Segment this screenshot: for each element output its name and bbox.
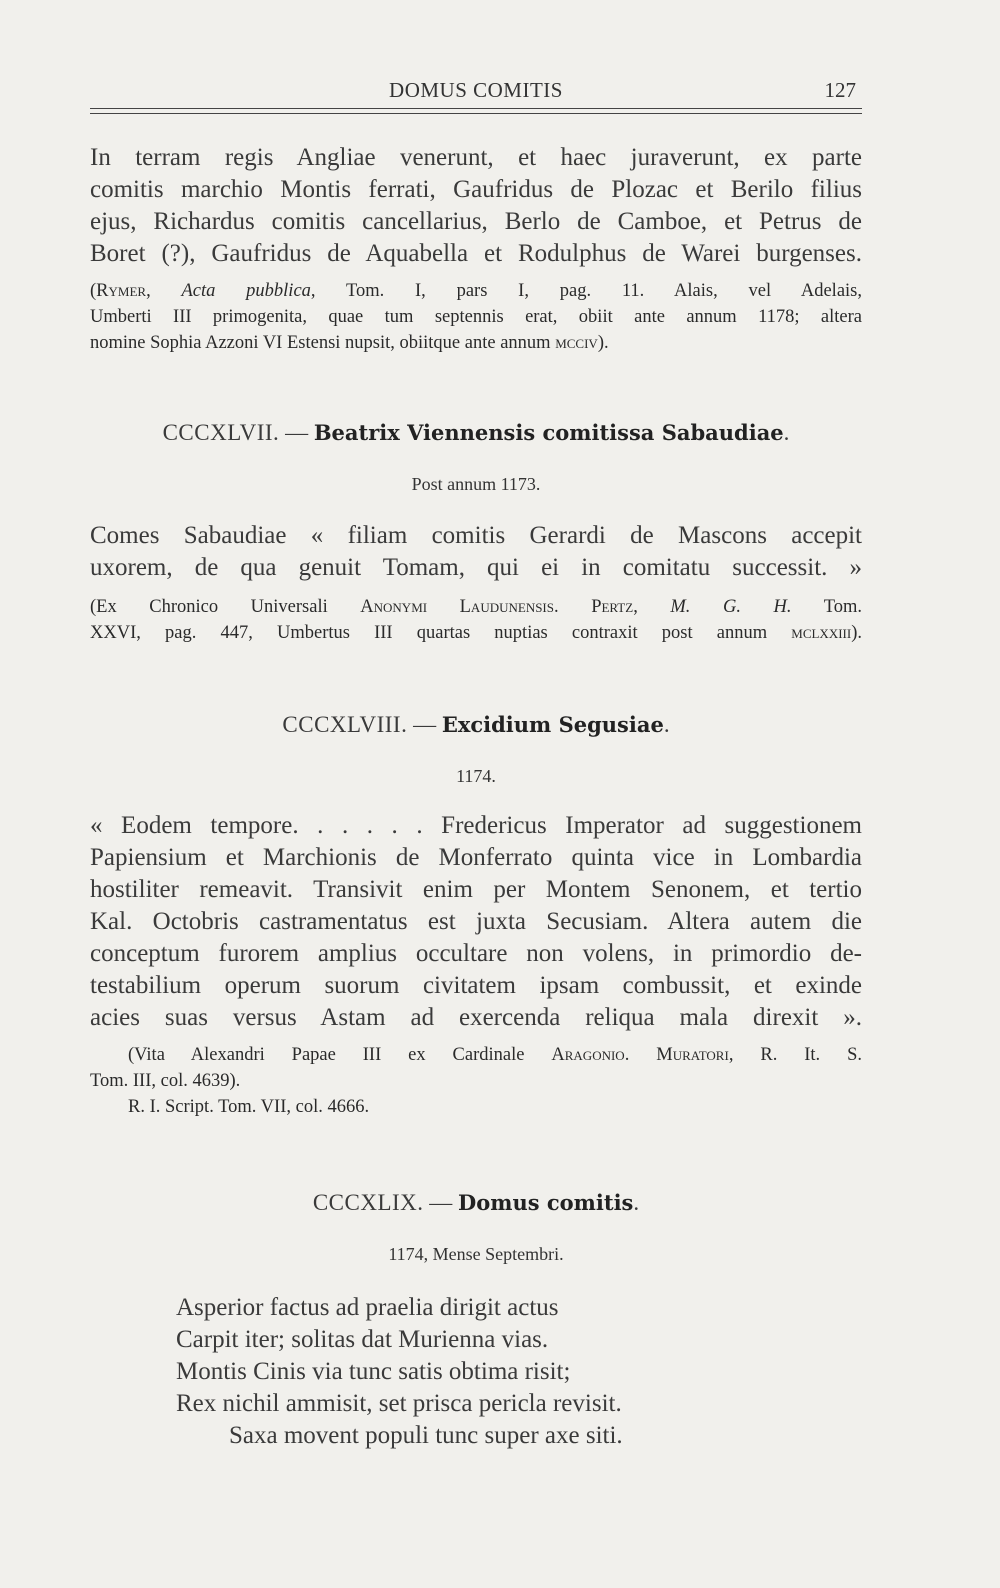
text-line: conceptum furorem amplius occultare non volens, in primordio de- — [90, 940, 862, 967]
verse-line: Montis Cinis via tunc satis obtima risit; — [176, 1358, 571, 1385]
section-title: Beatrix Viennensis comitissa Sabaudiae — [313, 420, 784, 445]
text-line: testabilium operum suorum civitatem ipsam combussit, et exinde — [90, 972, 862, 999]
section-footnote — [90, 1042, 862, 1120]
note-line — [90, 330, 862, 356]
note-text: Tom. — [791, 597, 863, 617]
note-text: , — [633, 597, 671, 617]
note-line: Umberti III primogenita, quae tum septennis erat, obiit ante annum 1178; altera — [90, 307, 862, 327]
text-line: acies suas versus Astam ad exercenda reliqua mala direxit ». — [90, 1004, 862, 1031]
note-text: XXVI, pag. 447, Umbertus III quartas nuptias contraxit post annum — [90, 623, 792, 643]
running-header — [90, 78, 862, 104]
heading-dash: — — [413, 712, 437, 737]
section-footnote — [90, 594, 862, 646]
heading-period: . — [633, 1190, 640, 1215]
note-text: , R. It. S. — [728, 1045, 862, 1065]
text-line: comitis marchio Montis ferrati, Gaufridus de Plozac et Berilo filius — [90, 176, 862, 203]
section-paragraph — [90, 810, 862, 1034]
note-line: (Rymer, Acta pubblica, Tom. I, pars I, pag. 11. Alais, vel Adelais, — [90, 281, 862, 301]
section-title: Excidium Segusiae — [441, 712, 664, 737]
author-name: Muratori — [656, 1045, 729, 1065]
note-line: R. I. Script. Tom. VII, col. 4666. — [128, 1097, 370, 1117]
section-numeral: CCCXLVII. — [162, 420, 280, 445]
section-numeral: CCCXLIX. — [312, 1190, 424, 1215]
note-text: ). — [851, 623, 862, 643]
text-line: Kal. Octobris castramentatus est juxta Secusiam. Altera autem die — [90, 908, 862, 935]
text-line: « Eodem tempore. . . . . . Fredericus Imperator ad suggestionem — [90, 812, 862, 839]
note-text: (Ex Chronico Universali — [90, 597, 361, 617]
section-title: Domus comitis — [458, 1190, 634, 1215]
text-line: hostiliter remeavit. Transivit enim per Montem Senonem, et tertio — [90, 876, 862, 903]
verse-line: Carpit iter; solitas dat Murienna vias. — [176, 1326, 549, 1353]
work-title: M. G. H. — [670, 597, 792, 617]
verse-line: Saxa movent populi tunc super axe siti. — [229, 1422, 623, 1449]
text-line: Comes Sabaudiae « filiam comitis Gerardi de Mascons accepit — [90, 522, 862, 549]
heading-period: . — [663, 712, 670, 737]
section-date: 1174. — [456, 766, 496, 786]
heading-dash: — — [285, 420, 309, 445]
section-date: Post annum 1173. — [411, 474, 541, 494]
author-name: Anonymi Laudunensis — [360, 597, 554, 617]
note-text: (Vita Alexandri Papae III ex Cardinale — [128, 1045, 552, 1065]
author-name: Pertz — [591, 597, 634, 617]
note-line — [90, 1042, 862, 1068]
text-line: Papiensium et Marchionis de Monferrato quinta vice in Lombardia — [90, 844, 862, 871]
text-line: Boret (?), Gaufridus de Aquabella et Rodulphus de Warei burgenses. — [90, 240, 862, 267]
section-heading — [90, 1190, 862, 1216]
section-heading — [90, 712, 862, 738]
verse-line: Rex nichil ammisit, set prisca pericla revisit. — [176, 1390, 622, 1417]
section-heading — [90, 420, 862, 446]
author-name: Aragonio — [551, 1045, 625, 1065]
author-name: Rymer — [96, 281, 147, 301]
note-text: . — [554, 597, 592, 617]
verse-line: Asperior factus ad praelia dirigit actus — [176, 1294, 559, 1321]
page-number: 127 — [824, 78, 856, 102]
running-title: DOMUS COMITIS — [389, 78, 563, 102]
note-line — [90, 620, 862, 646]
intro-paragraph — [90, 142, 862, 270]
text-line: ejus, Richardus comitis cancellarius, Berlo de Camboe, et Petrus de — [90, 208, 862, 235]
note-text: ). — [597, 333, 609, 353]
header-rule — [90, 108, 862, 109]
intro-footnote — [90, 278, 862, 356]
heading-dash: — — [429, 1190, 453, 1215]
text-line: uxorem, de qua genuit Tomam, qui ei in comitatu successit. » — [90, 554, 862, 581]
header-rule-secondary — [90, 113, 862, 114]
heading-period: . — [783, 420, 790, 445]
roman-date: mclxxiii — [791, 623, 852, 643]
note-line — [90, 594, 862, 620]
work-title: Acta pubblica — [181, 281, 311, 301]
note-text: , Tom. I, pars I, pag. 11. Alais, vel Adelais, — [310, 281, 862, 301]
note-text: nomine Sophia Azzoni VI Estensi nupsit, obiitque ante annum — [90, 333, 556, 353]
note-text: . — [624, 1045, 657, 1065]
section-paragraph — [90, 520, 862, 584]
note-line: Tom. III, col. 4639). — [90, 1071, 241, 1091]
section-date: 1174, Mense Septembri. — [388, 1244, 564, 1264]
section-numeral: CCCXLVIII. — [282, 712, 408, 737]
roman-date: mcciv — [555, 333, 598, 353]
text-line: In terram regis Angliae venerunt, et haec juraverunt, ex parte — [90, 144, 862, 171]
